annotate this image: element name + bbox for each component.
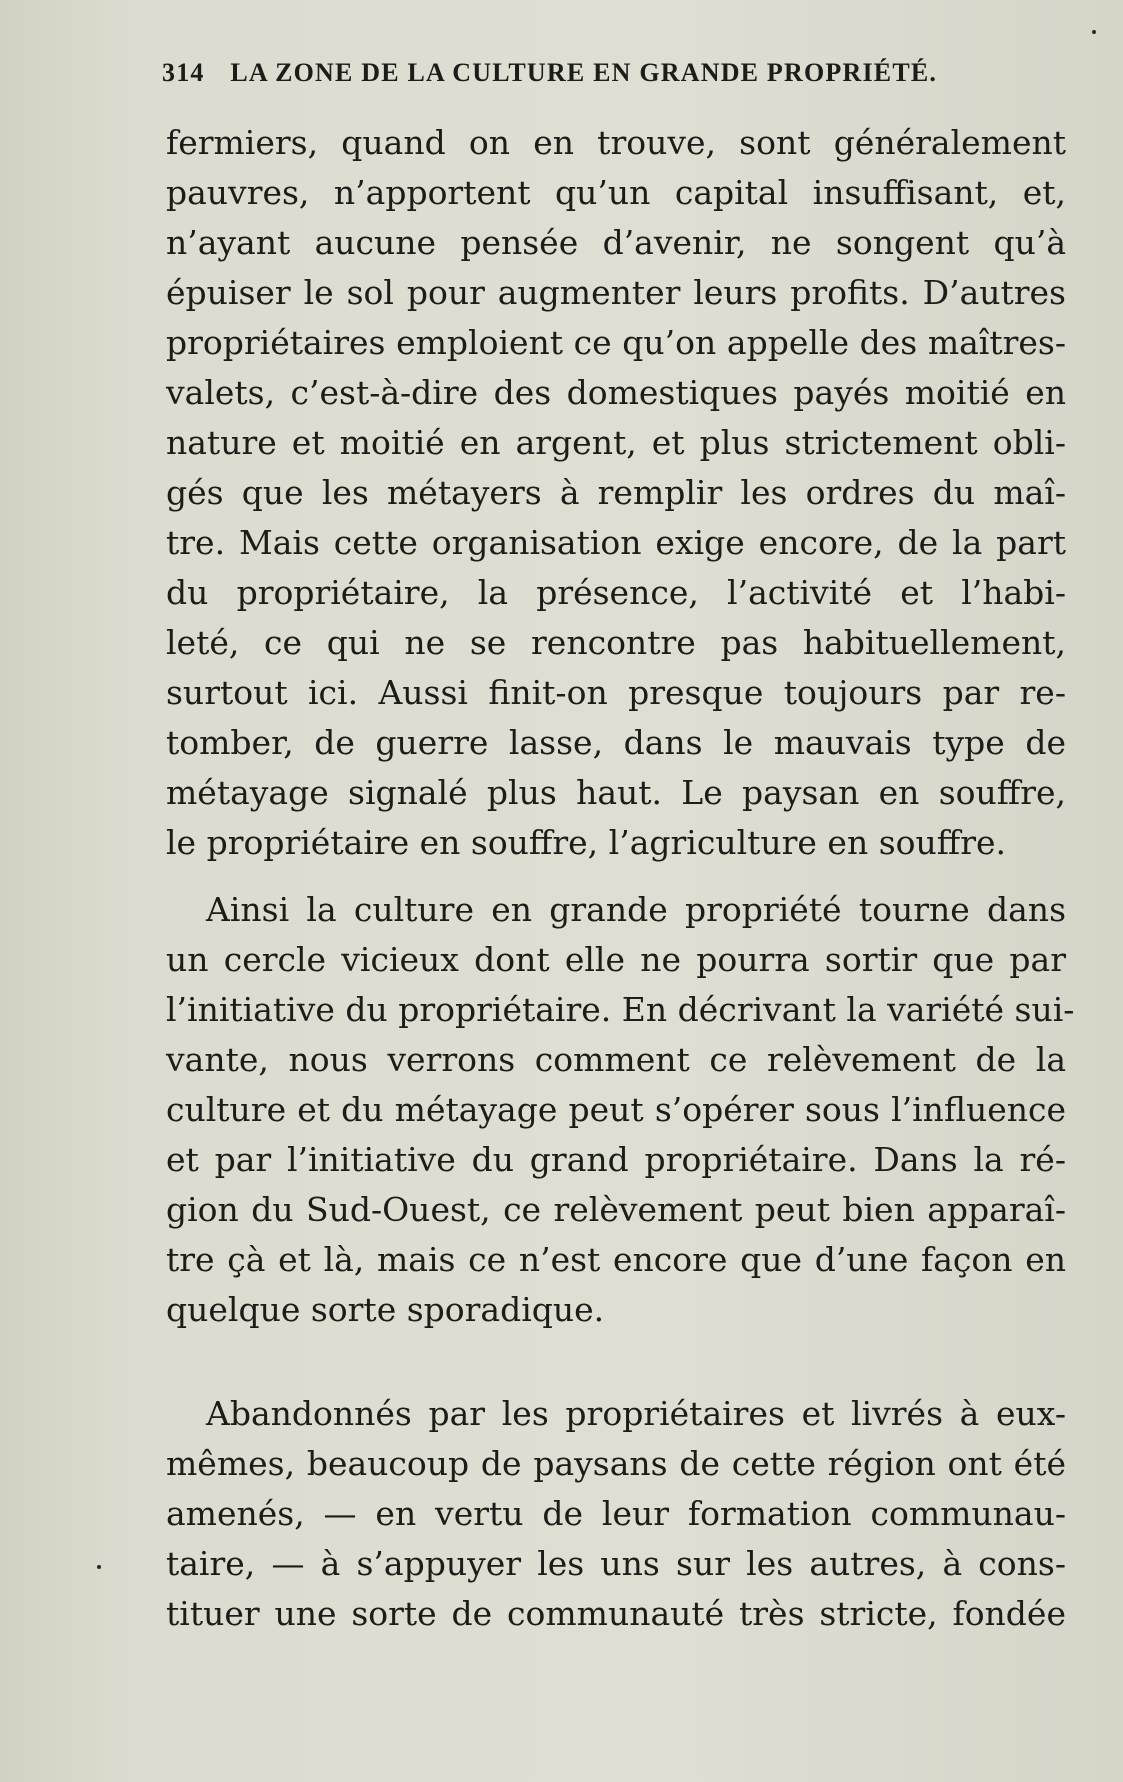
text-line: surtout ici. Aussi finit-on presque toujours par re- <box>166 673 1066 712</box>
running-head-title: LA ZONE DE LA CULTURE EN GRANDE PROPRIÉTÉ. <box>230 58 938 87</box>
text-line: nature et moitié en argent, et plus strictement obli- <box>166 423 1066 462</box>
text-line: métayage signalé plus haut. Le paysan en souffre, <box>166 773 1066 812</box>
text-line: tomber, de guerre lasse, dans le mauvais type de <box>166 723 1066 762</box>
text-line: leté, ce qui ne se rencontre pas habituellement, <box>166 623 1066 662</box>
text-line: amenés, — en vertu de leur formation communau- <box>166 1494 1066 1533</box>
paragraph <box>166 118 1066 868</box>
text-line: un cercle vicieux dont elle ne pourra sortir que par <box>166 940 1066 979</box>
text-line: l’initiative du propriétaire. En décrivant la variété sui- <box>166 990 1075 1029</box>
text-line: pauvres, n’apportent qu’un capital insuffisant, et, <box>166 173 1066 212</box>
text-line: vante, nous verrons comment ce relèvement de la <box>166 1040 1066 1079</box>
running-head <box>162 58 1042 88</box>
text-line: tre. Mais cette organisation exige encore, de la part <box>166 523 1066 562</box>
text-line: tre çà et là, mais ce n’est encore que d’une façon en <box>166 1240 1066 1279</box>
paper-speck <box>1092 30 1096 34</box>
text-line: mêmes, beaucoup de paysans de cette région ont été <box>166 1444 1066 1483</box>
text-line: valets, c’est-à-dire des domestiques payés moitié en <box>166 373 1066 412</box>
text-line: Abandonnés par les propriétaires et livrés à eux- <box>206 1394 1066 1433</box>
text-line: taire, — à s’appuyer les uns sur les autres, à cons- <box>166 1544 1066 1583</box>
text-line: et par l’initiative du grand propriétaire. Dans la ré- <box>166 1140 1066 1179</box>
text-line: le propriétaire en souffre, l’agriculture en souffre. <box>166 823 1007 862</box>
text-line: propriétaires emploient ce qu’on appelle des maîtres- <box>166 323 1066 362</box>
text-line: gion du Sud-Ouest, ce relèvement peut bien apparaî- <box>166 1190 1066 1229</box>
text-line: gés que les métayers à remplir les ordres du maî- <box>166 473 1066 512</box>
text-line: du propriétaire, la présence, l’activité et l’habi- <box>166 573 1066 612</box>
text-line: Ainsi la culture en grande propriété tourne dans <box>206 890 1066 929</box>
paragraph <box>166 1389 1066 1639</box>
text-line: quelque sorte sporadique. <box>166 1290 605 1329</box>
paper-speck <box>97 1565 101 1569</box>
text-line: fermiers, quand on en trouve, sont généralement <box>166 123 1066 162</box>
page-number: 314 <box>162 58 205 87</box>
text-line: tituer une sorte de communauté très stricte, fondée <box>166 1594 1066 1633</box>
text-line: n’ayant aucune pensée d’avenir, ne songent qu’à <box>166 223 1066 262</box>
paragraph <box>166 885 1075 1335</box>
text-line: culture et du métayage peut s’opérer sous l’influence <box>166 1090 1066 1129</box>
text-line: épuiser le sol pour augmenter leurs profits. D’autres <box>166 273 1066 312</box>
